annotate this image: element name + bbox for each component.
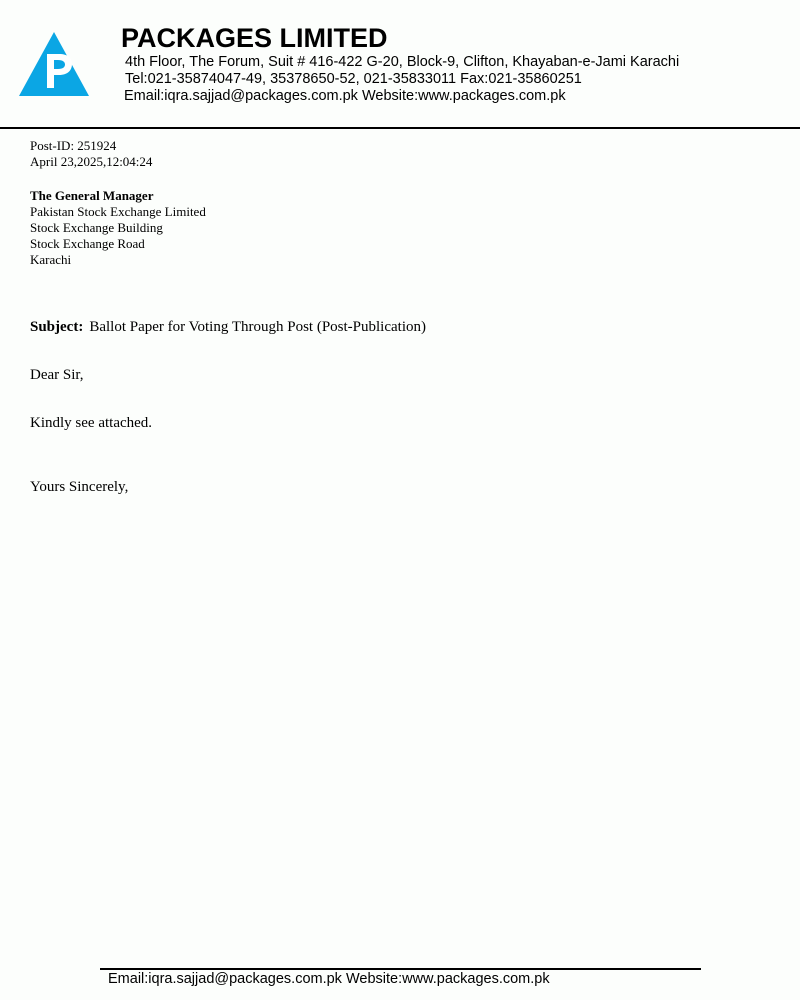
recipient-building: Stock Exchange Building — [30, 220, 163, 235]
header-divider — [0, 127, 800, 129]
closing: Yours Sincerely, — [30, 479, 129, 495]
company-name: PACKAGES LIMITED — [121, 23, 388, 53]
recipient-organization: Pakistan Stock Exchange Limited — [30, 204, 206, 219]
letter-body: Kindly see attached. — [30, 415, 153, 431]
packages-p-triangle-logo-icon — [18, 30, 90, 98]
salutation: Dear Sir, — [30, 367, 84, 383]
company-phone-fax: Tel:021-35874047-49, 35378650-52, 021-35833011 Fax:021-35860251 — [125, 71, 582, 87]
footer-contact: Email:iqra.sajjad@packages.com.pk Website:www.packages.com.pk — [108, 971, 550, 987]
subject-text: Ballot Paper for Voting Through Post (Post-Publication) — [89, 319, 426, 335]
company-email-website: Email:iqra.sajjad@packages.com.pk Website:www.packages.com.pk — [124, 88, 566, 104]
recipient-title: The General Manager — [30, 188, 154, 203]
company-address: 4th Floor, The Forum, Suit # 416-422 G-20, Block-9, Clifton, Khayaban-e-Jami Karachi — [125, 54, 680, 70]
letter-datetime: April 23,2025,12:04:24 — [30, 154, 153, 169]
recipient-city: Karachi — [30, 252, 72, 267]
subject-label: Subject: — [30, 319, 84, 335]
recipient-road: Stock Exchange Road — [30, 236, 145, 251]
subject-line — [30, 318, 426, 336]
post-id: Post-ID: 251924 — [30, 138, 117, 153]
footer-divider — [100, 968, 701, 970]
